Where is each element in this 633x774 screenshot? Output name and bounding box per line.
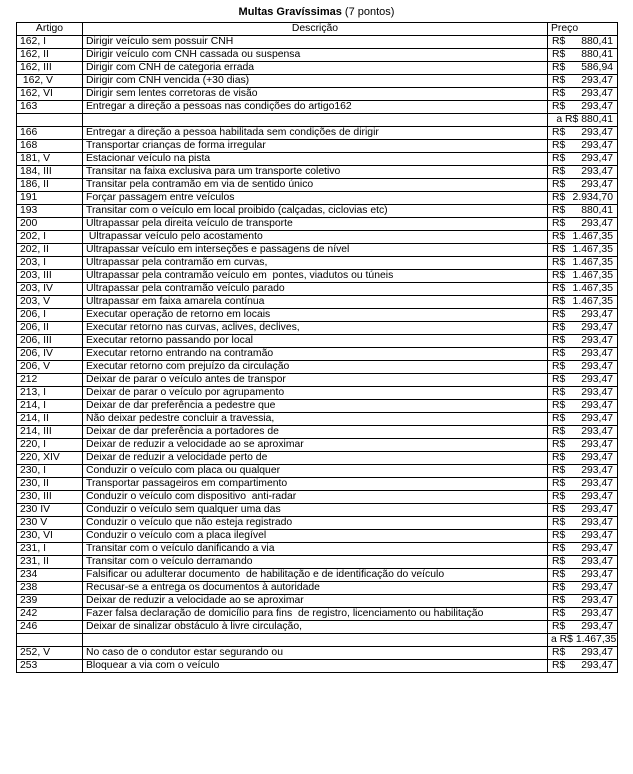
artigo-cell: 230, VI <box>17 530 83 543</box>
artigo-cell: 206, IV <box>17 348 83 361</box>
currency-symbol: R$ <box>552 361 566 372</box>
currency-symbol: R$ <box>552 205 566 216</box>
table-row <box>17 621 618 634</box>
artigo-cell: 191 <box>17 192 83 205</box>
title-bold: Multas Gravíssimas <box>238 6 342 18</box>
header-descricao: Descrição <box>83 23 548 36</box>
table-row <box>17 335 618 348</box>
table-row <box>17 439 618 452</box>
price-value: 293,47 <box>581 595 613 606</box>
descricao-cell: Forçar passagem entre veículos <box>83 192 548 205</box>
currency-symbol: R$ <box>552 478 566 489</box>
price-value: 1.467,35 <box>572 270 613 281</box>
currency-symbol: R$ <box>552 49 566 60</box>
price-value: 293,47 <box>581 478 613 489</box>
descricao-cell: Deixar de dar preferência a portadores de <box>83 426 548 439</box>
currency-symbol: R$ <box>552 608 566 619</box>
price-cell <box>548 62 618 75</box>
descricao-cell: Ultrapassar em faixa amarela contínua <box>83 296 548 309</box>
artigo-cell: 213, I <box>17 387 83 400</box>
artigo-cell: 184, III <box>17 166 83 179</box>
table-row <box>17 465 618 478</box>
price-value: 2.934,70 <box>572 192 613 203</box>
table-row <box>17 257 618 270</box>
currency-symbol: R$ <box>552 413 566 424</box>
price-value: 293,47 <box>581 127 613 138</box>
currency-symbol: R$ <box>552 569 566 580</box>
descricao-cell: Executar retorno passando por local <box>83 335 548 348</box>
currency-symbol: R$ <box>552 387 566 398</box>
price-cell <box>548 179 618 192</box>
price-cell <box>548 153 618 166</box>
currency-symbol: R$ <box>552 556 566 567</box>
price-value: 293,47 <box>581 582 613 593</box>
table-row <box>17 231 618 244</box>
artigo-cell <box>17 114 83 127</box>
price-cell <box>548 452 618 465</box>
price-cell <box>548 127 618 140</box>
price-value: 1.467,35 <box>572 244 613 255</box>
price-value: 293,47 <box>581 387 613 398</box>
page-title <box>0 6 633 19</box>
descricao-cell: Dirigir com CNH de categoria errada <box>83 62 548 75</box>
artigo-cell: 202, I <box>17 231 83 244</box>
descricao-cell: Transportar passageiros em compartimento <box>83 478 548 491</box>
price-range-cell: a R$ 880,41 <box>548 114 618 127</box>
descricao-cell: Deixar de sinalizar obstáculo à livre circulação, <box>83 621 548 634</box>
descricao-cell: Ultrapassar pela contramão em curvas, <box>83 257 548 270</box>
price-value: 293,47 <box>581 608 613 619</box>
price-cell <box>548 166 618 179</box>
price-cell <box>548 270 618 283</box>
table-row <box>17 75 618 88</box>
price-cell <box>548 361 618 374</box>
header-artigo: Artigo <box>17 23 83 36</box>
price-value: 293,47 <box>581 439 613 450</box>
price-value: 293,47 <box>581 517 613 528</box>
price-value: 293,47 <box>581 88 613 99</box>
artigo-cell: 242 <box>17 608 83 621</box>
descricao-cell: Recusar-se a entrega os documentos à autoridade <box>83 582 548 595</box>
artigo-cell: 252, V <box>17 647 83 660</box>
currency-symbol: R$ <box>552 517 566 528</box>
price-cell <box>548 556 618 569</box>
currency-symbol: R$ <box>552 75 566 86</box>
price-cell <box>548 491 618 504</box>
artigo-cell: 206, I <box>17 309 83 322</box>
artigo-cell <box>17 634 83 647</box>
artigo-cell: 214, II <box>17 413 83 426</box>
price-cell <box>548 257 618 270</box>
currency-symbol: R$ <box>552 348 566 359</box>
price-value: 293,47 <box>581 569 613 580</box>
currency-symbol: R$ <box>552 530 566 541</box>
currency-symbol: R$ <box>552 647 566 658</box>
currency-symbol: R$ <box>552 491 566 502</box>
table-row <box>17 205 618 218</box>
artigo-cell: 230, I <box>17 465 83 478</box>
artigo-cell: 168 <box>17 140 83 153</box>
price-cell <box>548 413 618 426</box>
descricao-cell: Bloquear a via com o veículo <box>83 660 548 673</box>
descricao-cell: Ultrapassar pela contramão veículo parado <box>83 283 548 296</box>
price-cell <box>548 543 618 556</box>
descricao-cell: Transitar com o veículo em local proibido (calçadas, ciclovias etc) <box>83 205 548 218</box>
descricao-cell: Estacionar veículo na pista <box>83 153 548 166</box>
currency-symbol: R$ <box>552 426 566 437</box>
price-cell <box>548 608 618 621</box>
price-cell <box>548 569 618 582</box>
table-row <box>17 478 618 491</box>
artigo-cell: 162, I <box>17 36 83 49</box>
table-row <box>17 179 618 192</box>
price-cell <box>548 205 618 218</box>
currency-symbol: R$ <box>552 36 566 47</box>
artigo-cell: 162, V <box>17 75 83 88</box>
table-row <box>17 452 618 465</box>
artigo-cell: 214, I <box>17 400 83 413</box>
price-value: 293,47 <box>581 465 613 476</box>
price-value: 293,47 <box>581 153 613 164</box>
artigo-cell: 238 <box>17 582 83 595</box>
table-row <box>17 348 618 361</box>
descricao-cell: Transitar na faixa exclusiva para um transporte coletivo <box>83 166 548 179</box>
table-row <box>17 608 618 621</box>
table-row <box>17 322 618 335</box>
table-row <box>17 101 618 114</box>
artigo-cell: 214, III <box>17 426 83 439</box>
fines-table <box>16 22 618 673</box>
descricao-cell: Ultrapassar pela direita veículo de transporte <box>83 218 548 231</box>
price-value: 293,47 <box>581 413 613 424</box>
descricao-cell: Transitar pela contramão em via de sentido único <box>83 179 548 192</box>
price-cell <box>548 400 618 413</box>
price-value: 293,47 <box>581 166 613 177</box>
descricao-cell: Executar operação de retorno em locais <box>83 309 548 322</box>
price-cell <box>548 231 618 244</box>
table-row <box>17 595 618 608</box>
price-value: 293,47 <box>581 647 613 658</box>
price-cell <box>548 296 618 309</box>
price-value: 1.467,35 <box>572 296 613 307</box>
descricao-cell: Transportar crianças de forma irregular <box>83 140 548 153</box>
price-cell <box>548 335 618 348</box>
artigo-cell: 186, II <box>17 179 83 192</box>
descricao-cell: Deixar de parar o veículo antes de transpor <box>83 374 548 387</box>
price-cell <box>548 530 618 543</box>
artigo-cell: 163 <box>17 101 83 114</box>
table-row <box>17 543 618 556</box>
artigo-cell: 202, II <box>17 244 83 257</box>
price-value: 293,47 <box>581 491 613 502</box>
descricao-cell: Executar retorno com prejuízo da circulação <box>83 361 548 374</box>
descricao-cell: Deixar de reduzir a velocidade ao se aproximar <box>83 439 548 452</box>
price-cell <box>548 192 618 205</box>
artigo-cell: 162, III <box>17 62 83 75</box>
price-value: 293,47 <box>581 322 613 333</box>
price-cell <box>548 582 618 595</box>
table-row <box>17 582 618 595</box>
price-value: 293,47 <box>581 543 613 554</box>
currency-symbol: R$ <box>552 101 566 112</box>
currency-symbol: R$ <box>552 400 566 411</box>
artigo-cell: 181, V <box>17 153 83 166</box>
artigo-cell: 193 <box>17 205 83 218</box>
descricao-cell: Ultrapassar veículo em interseções e passagens de nível <box>83 244 548 257</box>
artigo-cell: 162, II <box>17 49 83 62</box>
artigo-cell: 230, III <box>17 491 83 504</box>
header-row <box>17 23 618 36</box>
descricao-cell: Transitar com o veículo danificando a via <box>83 543 548 556</box>
currency-symbol: R$ <box>552 582 566 593</box>
artigo-cell: 203, IV <box>17 283 83 296</box>
price-cell <box>548 88 618 101</box>
price-value: 293,47 <box>581 218 613 229</box>
price-cell <box>548 439 618 452</box>
currency-symbol: R$ <box>552 595 566 606</box>
table-row <box>17 244 618 257</box>
table-row <box>17 62 618 75</box>
table-row <box>17 218 618 231</box>
table-row <box>17 88 618 101</box>
table-row <box>17 270 618 283</box>
price-value: 1.467,35 <box>572 231 613 242</box>
price-value: 880,41 <box>581 36 613 47</box>
descricao-cell: Ultrapassar veículo pelo acostamento <box>83 231 548 244</box>
price-value: 586,94 <box>581 62 613 73</box>
table-row <box>17 192 618 205</box>
table-row <box>17 530 618 543</box>
currency-symbol: R$ <box>552 257 566 268</box>
price-cell <box>548 517 618 530</box>
artigo-cell: 230, II <box>17 478 83 491</box>
price-cell <box>548 309 618 322</box>
table-row <box>17 556 618 569</box>
table-row <box>17 569 618 582</box>
table-row <box>17 634 618 647</box>
price-cell <box>548 322 618 335</box>
price-value: 880,41 <box>581 205 613 216</box>
price-cell <box>548 595 618 608</box>
descricao-cell: Conduzir o veículo com dispositivo anti-radar <box>83 491 548 504</box>
descricao-cell: Deixar de reduzir a velocidade ao se aproximar <box>83 595 548 608</box>
artigo-cell: 234 <box>17 569 83 582</box>
price-cell <box>548 647 618 660</box>
descricao-cell: Dirigir com CNH vencida (+30 dias) <box>83 75 548 88</box>
header-preco: Preço <box>548 23 618 36</box>
price-cell <box>548 465 618 478</box>
price-value: 293,47 <box>581 75 613 86</box>
currency-symbol: R$ <box>552 166 566 177</box>
descricao-cell: Transitar com o veículo derramando <box>83 556 548 569</box>
price-cell <box>548 218 618 231</box>
artigo-cell: 231, II <box>17 556 83 569</box>
artigo-cell: 203, V <box>17 296 83 309</box>
price-range-cell: a R$ 1.467,35 <box>548 634 618 647</box>
currency-symbol: R$ <box>552 88 566 99</box>
artigo-cell: 206, III <box>17 335 83 348</box>
descricao-cell: Entregar a direção a pessoas nas condições do artigo162 <box>83 101 548 114</box>
descricao-cell <box>83 114 548 127</box>
price-value: 293,47 <box>581 452 613 463</box>
descricao-cell: Executar retorno entrando na contramão <box>83 348 548 361</box>
price-value: 293,47 <box>581 361 613 372</box>
price-value: 293,47 <box>581 309 613 320</box>
price-value: 293,47 <box>581 621 613 632</box>
artigo-cell: 203, III <box>17 270 83 283</box>
price-value: 1.467,35 <box>572 257 613 268</box>
currency-symbol: R$ <box>552 270 566 281</box>
currency-symbol: R$ <box>552 296 566 307</box>
table-row <box>17 517 618 530</box>
currency-symbol: R$ <box>552 62 566 73</box>
price-value: 293,47 <box>581 101 613 112</box>
table-row <box>17 127 618 140</box>
table-row <box>17 166 618 179</box>
table-row <box>17 504 618 517</box>
artigo-cell: 203, I <box>17 257 83 270</box>
artigo-cell: 220, I <box>17 439 83 452</box>
price-cell <box>548 660 618 673</box>
currency-symbol: R$ <box>552 543 566 554</box>
artigo-cell: 206, V <box>17 361 83 374</box>
price-value: 293,47 <box>581 426 613 437</box>
currency-symbol: R$ <box>552 504 566 515</box>
price-value: 293,47 <box>581 335 613 346</box>
currency-symbol: R$ <box>552 660 566 671</box>
price-value: 293,47 <box>581 374 613 385</box>
table-body <box>17 36 618 673</box>
descricao-cell: Conduzir o veículo com placa ou qualquer <box>83 465 548 478</box>
artigo-cell: 206, II <box>17 322 83 335</box>
table-row <box>17 49 618 62</box>
price-value: 1.467,35 <box>572 283 613 294</box>
table-row <box>17 374 618 387</box>
table-row <box>17 140 618 153</box>
price-value: 293,47 <box>581 140 613 151</box>
descricao-cell: Conduzir o veículo sem qualquer uma das <box>83 504 548 517</box>
price-cell <box>548 283 618 296</box>
artigo-cell: 230 IV <box>17 504 83 517</box>
price-value: 293,47 <box>581 556 613 567</box>
price-cell <box>548 36 618 49</box>
descricao-cell: Conduzir o veículo com a placa ilegível <box>83 530 548 543</box>
price-cell <box>548 49 618 62</box>
currency-symbol: R$ <box>552 452 566 463</box>
currency-symbol: R$ <box>552 283 566 294</box>
table-row <box>17 413 618 426</box>
currency-symbol: R$ <box>552 179 566 190</box>
descricao-cell: Dirigir veículo sem possuir CNH <box>83 36 548 49</box>
price-cell <box>548 140 618 153</box>
price-cell <box>548 374 618 387</box>
currency-symbol: R$ <box>552 231 566 242</box>
artigo-cell: 231, I <box>17 543 83 556</box>
artigo-cell: 212 <box>17 374 83 387</box>
currency-symbol: R$ <box>552 192 566 203</box>
price-value: 293,47 <box>581 400 613 411</box>
descricao-cell: Dirigir veículo com CNH cassada ou suspensa <box>83 49 548 62</box>
table-row <box>17 400 618 413</box>
descricao-cell: Entregar a direção a pessoa habilitada sem condições de dirigir <box>83 127 548 140</box>
price-value: 293,47 <box>581 530 613 541</box>
table-row <box>17 283 618 296</box>
artigo-cell: 200 <box>17 218 83 231</box>
descricao-cell: Ultrapassar pela contramão veículo em pontes, viadutos ou túneis <box>83 270 548 283</box>
descricao-cell: Deixar de parar o veículo por agrupamento <box>83 387 548 400</box>
table-row <box>17 361 618 374</box>
price-cell <box>548 387 618 400</box>
price-cell <box>548 478 618 491</box>
descricao-cell: Não deixar pedestre concluir a travessia, <box>83 413 548 426</box>
descricao-cell: No caso de o condutor estar segurando ou <box>83 647 548 660</box>
artigo-cell: 220, XIV <box>17 452 83 465</box>
currency-symbol: R$ <box>552 309 566 320</box>
currency-symbol: R$ <box>552 439 566 450</box>
artigo-cell: 230 V <box>17 517 83 530</box>
table-row <box>17 660 618 673</box>
price-cell <box>548 621 618 634</box>
descricao-cell <box>83 634 548 647</box>
currency-symbol: R$ <box>552 335 566 346</box>
currency-symbol: R$ <box>552 322 566 333</box>
price-value: 293,47 <box>581 179 613 190</box>
artigo-cell: 253 <box>17 660 83 673</box>
table-row <box>17 647 618 660</box>
price-cell <box>548 426 618 439</box>
table-row <box>17 153 618 166</box>
artigo-cell: 162, VI <box>17 88 83 101</box>
price-cell <box>548 348 618 361</box>
price-cell <box>548 101 618 114</box>
descricao-cell: Conduzir o veículo que não esteja registrado <box>83 517 548 530</box>
table-row <box>17 491 618 504</box>
descricao-cell: Deixar de reduzir a velocidade perto de <box>83 452 548 465</box>
currency-symbol: R$ <box>552 374 566 385</box>
currency-symbol: R$ <box>552 140 566 151</box>
currency-symbol: R$ <box>552 127 566 138</box>
price-cell <box>548 75 618 88</box>
currency-symbol: R$ <box>552 465 566 476</box>
price-value: 293,47 <box>581 504 613 515</box>
artigo-cell: 239 <box>17 595 83 608</box>
table-row <box>17 296 618 309</box>
currency-symbol: R$ <box>552 621 566 632</box>
table-row <box>17 114 618 127</box>
price-cell <box>548 504 618 517</box>
price-value: 880,41 <box>581 49 613 60</box>
table-row <box>17 387 618 400</box>
descricao-cell: Dirigir sem lentes corretoras de visão <box>83 88 548 101</box>
currency-symbol: R$ <box>552 244 566 255</box>
table-row <box>17 426 618 439</box>
price-cell <box>548 244 618 257</box>
currency-symbol: R$ <box>552 153 566 164</box>
artigo-cell: 246 <box>17 621 83 634</box>
currency-symbol: R$ <box>552 218 566 229</box>
descricao-cell: Deixar de dar preferência a pedestre que <box>83 400 548 413</box>
descricao-cell: Executar retorno nas curvas, aclives, declives, <box>83 322 548 335</box>
artigo-cell: 166 <box>17 127 83 140</box>
price-value: 293,47 <box>581 660 613 671</box>
table-row <box>17 309 618 322</box>
price-value: 293,47 <box>581 348 613 359</box>
descricao-cell: Fazer falsa declaração de domicílio para fins de registro, licenciamento ou habilitação <box>83 608 548 621</box>
title-points: (7 pontos) <box>341 6 395 18</box>
table-row <box>17 36 618 49</box>
descricao-cell: Falsificar ou adulterar documento de habilitação e de identificação do veículo <box>83 569 548 582</box>
